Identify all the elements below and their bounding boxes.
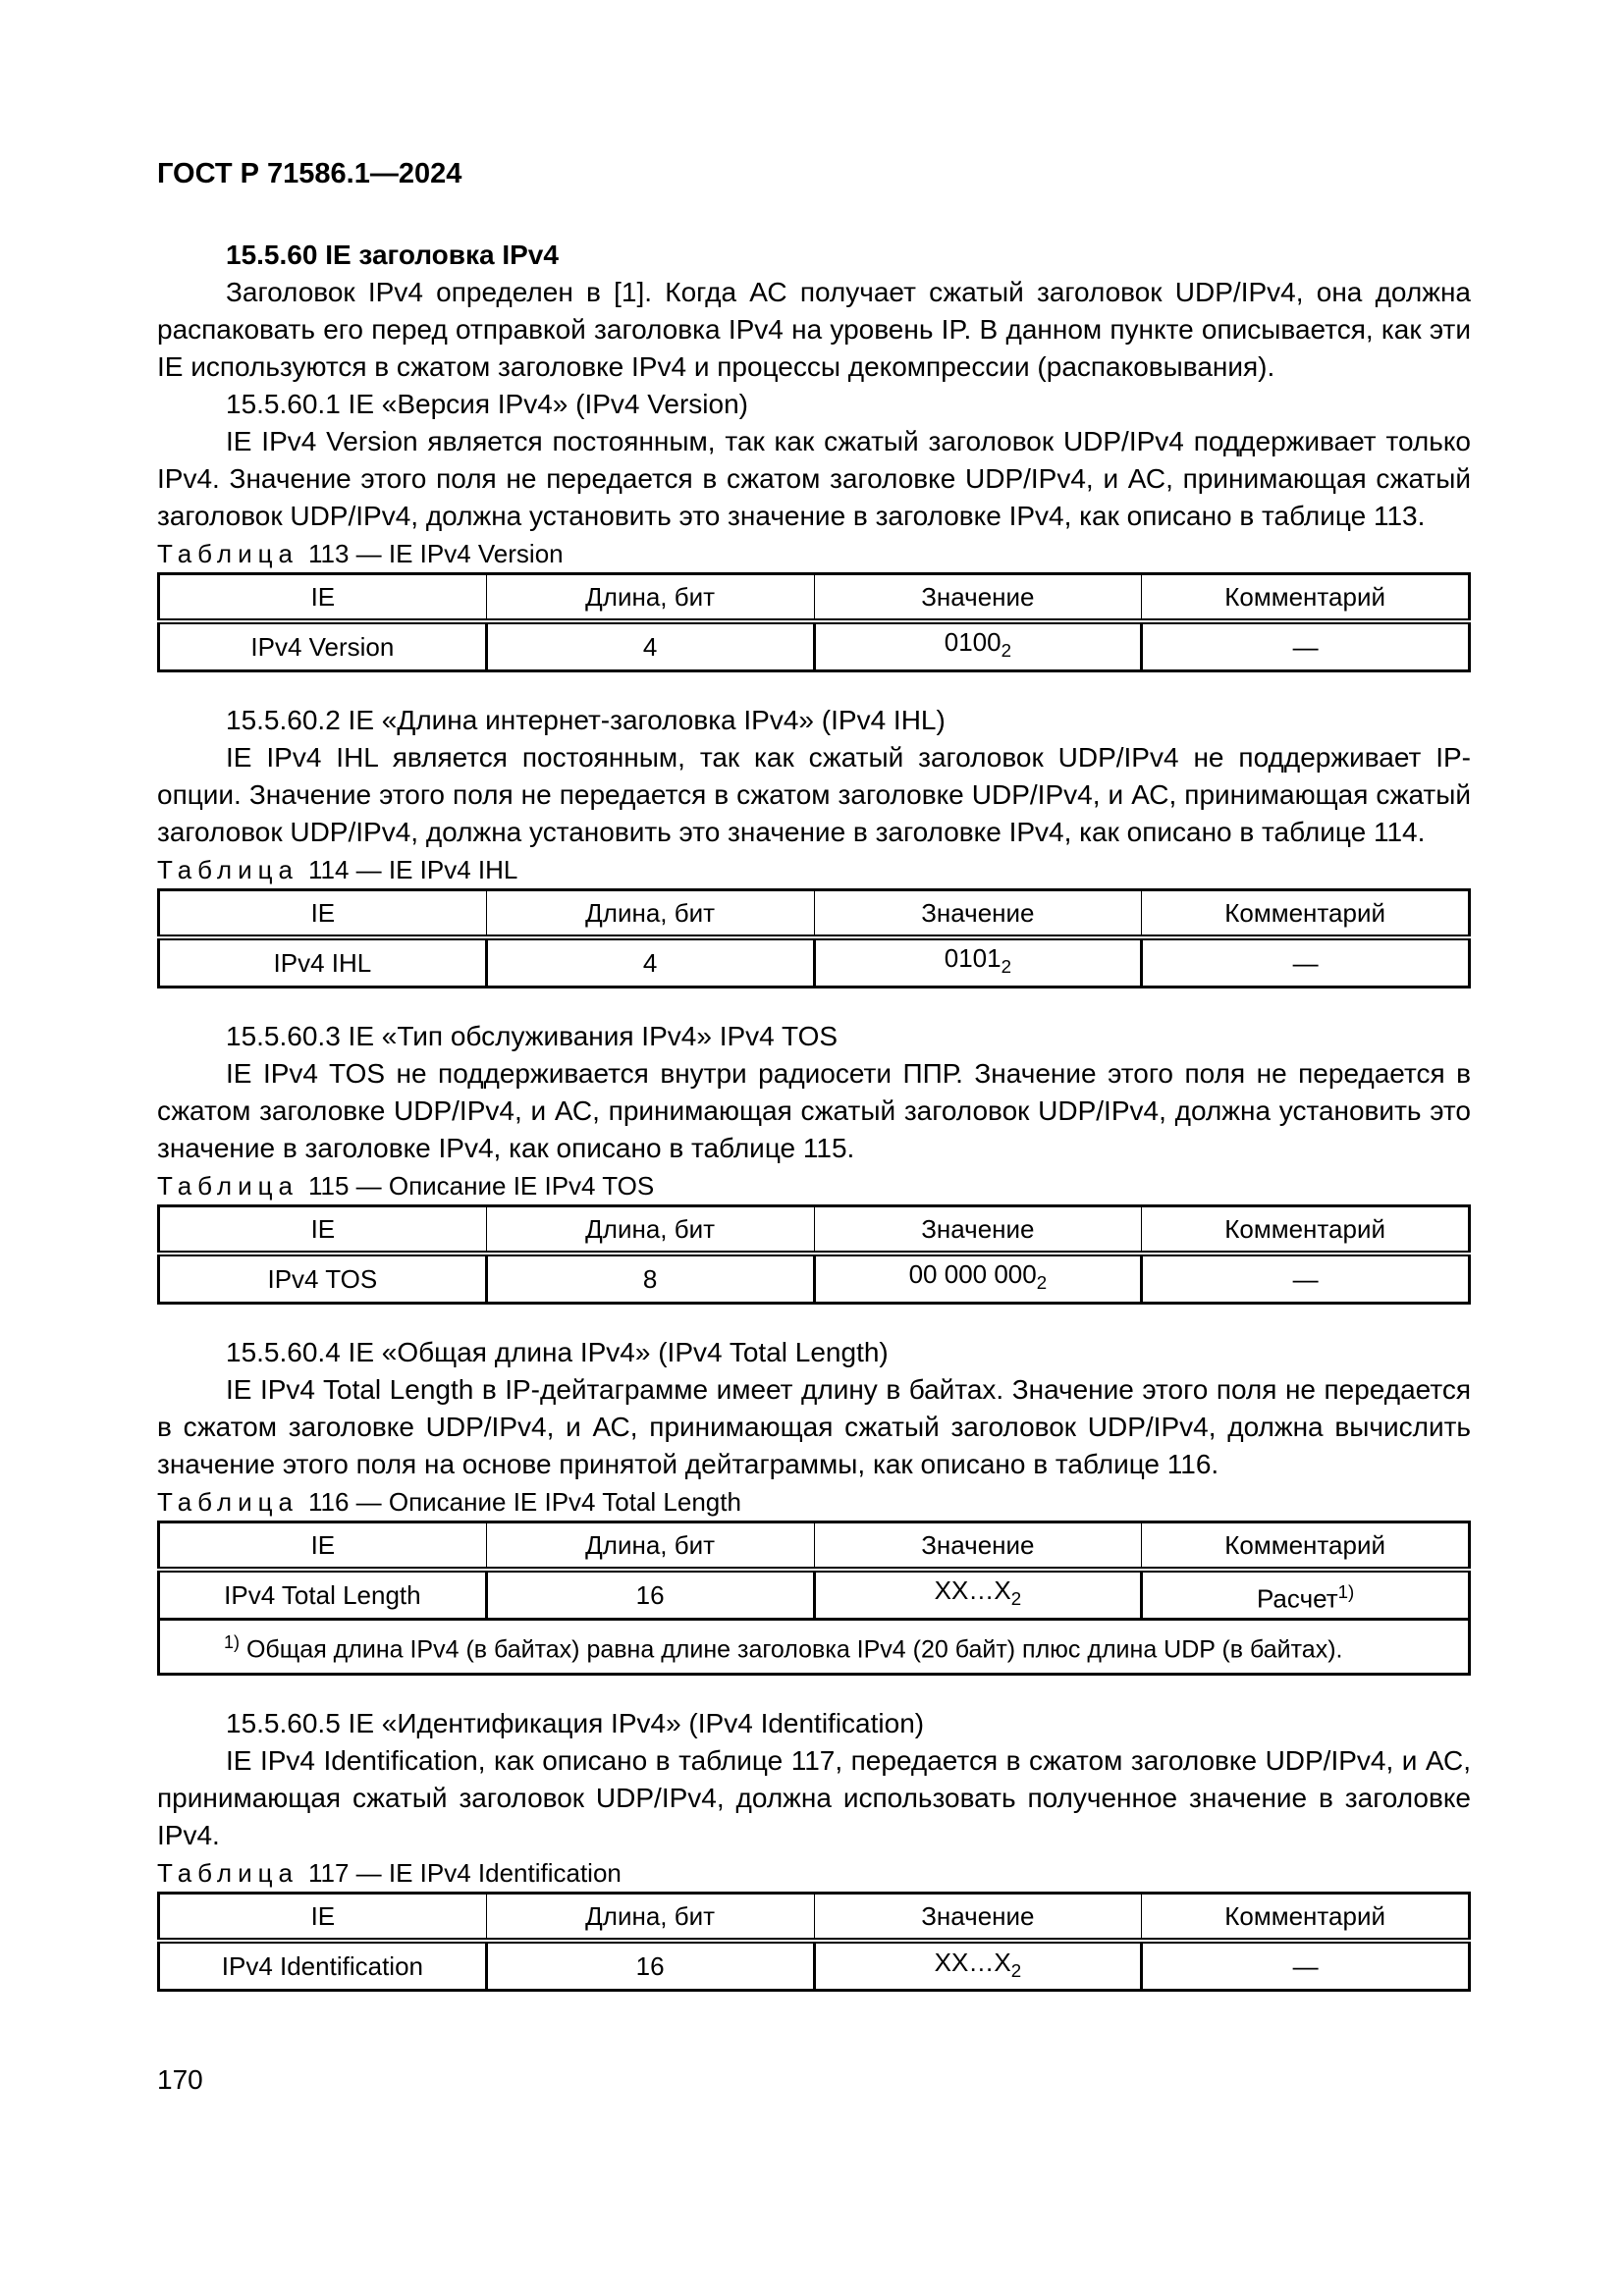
column-header-ie: IE [159,1894,487,1942]
table-115 [157,1204,1471,1305]
table-caption-word: Таблица [157,1487,298,1517]
section-heading-15-5-60-1: 15.5.60.1 IE «Версия IPv4» (IPv4 Version) [226,389,748,419]
paragraph: Заголовок IPv4 определен в [1]. Когда АС получает сжатый заголовок UDP/IPv4, она должна распаковать его перед отправкой заголовка IPv4 на уровень IP. В данном пункте описывается, как эти IE используются в сжатом заголовке IPv4 и процессы декомпрессии (распаковывания). [157,277,1471,382]
column-header-value: Значение [814,890,1142,938]
value-main: 0101 [944,943,1001,974]
table-caption-115 [157,1169,1471,1202]
cell-comment: — [1142,1941,1470,1991]
value-subscript: 2 [1010,1959,1022,1981]
table-caption-word: Таблица [157,1171,298,1201]
cell-ie: IPv4 IHL [159,937,487,988]
table-caption-text: 114 — IE IPv4 IHL [307,855,518,884]
table-caption-114 [157,853,1471,886]
column-header-comment: Комментарий [1142,890,1470,938]
paragraph: IE IPv4 IHL является постоянным, так как сжатый заголовок UDP/IPv4 не поддерживает IP-опции. Значение этого поля не передается в сжатом заголовке UDP/IPv4, и АС, принимающая сжатый заголовок UDP/IPv4, должна установить это значение в заголовке IPv4, как описано в таблице 114. [157,742,1471,847]
table-header-row [159,1522,1470,1571]
comment-main: Расчет [1256,1583,1338,1614]
section-heading-15-5-60-4: 15.5.60.4 IE «Общая длина IPv4» (IPv4 Total Length) [226,1337,889,1367]
table-caption-117 [157,1856,1471,1890]
table-caption-113 [157,537,1471,570]
cell-value [814,937,1142,988]
footnote-marker: 1) [224,1632,241,1652]
column-header-value: Значение [814,574,1142,622]
value-main: XX…X [934,1575,1011,1606]
section-heading-15-5-60-2: 15.5.60.2 IE «Длина интернет-заголовка IPv4» (IPv4 IHL) [226,705,946,735]
cell-value [814,621,1142,671]
footnote-text: Общая длина IPv4 (в байтах) равна длине заголовка IPv4 (20 байт) плюс длина UDP (в байтах). [240,1635,1343,1664]
table-row [159,937,1470,988]
cell-ie: IPv4 Version [159,621,487,671]
section-heading-15-5-60-5: 15.5.60.5 IE «Идентификация IPv4» (IPv4 Identification) [226,1708,925,1739]
column-header-value: Значение [814,1522,1142,1571]
column-header-ie: IE [159,1206,487,1255]
doc-code: ГОСТ Р 71586.1—2024 [157,158,462,189]
table-caption-text: 113 — IE IPv4 Version [307,539,564,568]
value-subscript: 2 [1001,956,1011,978]
column-header-value: Значение [814,1894,1142,1942]
page-number: 170 [157,2064,203,2095]
table-caption-text: 116 — Описание IE IPv4 Total Length [307,1487,741,1517]
table-row [159,621,1470,671]
table-caption-word: Таблица [157,855,298,884]
value-subscript: 2 [1036,1272,1048,1294]
table-row [159,1570,1470,1620]
cell-value [814,1941,1142,1991]
table-row [159,1254,1470,1304]
cell-length: 4 [486,621,814,671]
value-main: 0100 [944,627,1001,658]
column-header-length: Длина, бит [486,1894,814,1942]
column-header-length: Длина, бит [486,1206,814,1255]
table-caption-word: Таблица [157,1858,298,1889]
paragraph: IE IPv4 Total Length в IP-дейтаграмме имеет длину в байтах. Значение этого поля не передается в сжатом заголовке UDP/IPv4, и АС, принимающая сжатый заголовок UDP/IPv4, должна вычислить значение этого поля на основе принятой дейтаграммы, как описано в таблице 116. [157,1374,1471,1479]
value-subscript: 2 [1001,640,1011,662]
paragraph: IE IPv4 TOS не поддерживается внутри радиосети ППР. Значение этого поля не передается в сжатом заголовке UDP/IPv4, и АС, принимающая сжатый заголовок UDP/IPv4, должна установить это значение в заголовке IPv4, как описано в таблице 115. [157,1058,1471,1163]
cell-comment: — [1142,1254,1470,1304]
table-caption-word: Таблица [157,539,298,568]
cell-comment: — [1142,621,1470,671]
column-header-comment: Комментарий [1142,574,1470,622]
column-header-value: Значение [814,1206,1142,1255]
table-footnote [159,1620,1470,1675]
table-caption-text: 115 — Описание IE IPv4 TOS [307,1171,655,1201]
table-116 [157,1521,1471,1676]
column-header-comment: Комментарий [1142,1522,1470,1571]
value-main: XX…X [934,1947,1011,1977]
table-caption-text: 117 — IE IPv4 Identification [307,1858,622,1889]
column-header-ie: IE [159,574,487,622]
cell-comment [1142,1570,1470,1620]
cell-ie: IPv4 Total Length [159,1570,487,1620]
section-heading-15-5-60: 15.5.60 IE заголовка IPv4 [226,240,559,270]
column-header-length: Длина, бит [486,574,814,622]
table-113 [157,572,1471,672]
value-subscript: 2 [1010,1588,1022,1610]
cell-ie: IPv4 TOS [159,1254,487,1304]
table-114 [157,888,1471,988]
cell-comment: — [1142,937,1470,988]
cell-length: 16 [486,1941,814,1991]
paragraph: IE IPv4 Version является постоянным, так как сжатый заголовок UDP/IPv4 поддерживает только IPv4. Значение этого поля не передается в сжатом заголовке UDP/IPv4, и АС, принимающая сжатый заголовок UDP/IPv4, должна установить это значение в заголовке IPv4, как описано в таблице 113. [157,426,1471,531]
cell-length: 16 [486,1570,814,1620]
cell-length: 8 [486,1254,814,1304]
table-row [159,1941,1470,1991]
table-117 [157,1892,1471,1992]
comment-superscript: 1) [1337,1580,1355,1602]
table-header-row [159,1894,1470,1942]
table-header-row [159,574,1470,622]
paragraph: IE IPv4 Identification, как описано в таблице 117, передается в сжатом заголовке UDP/IPv4, и АС, принимающая сжатый заголовок UDP/IPv4, должна использовать полученное значение в заголовке IPv4. [157,1745,1471,1851]
section-heading-15-5-60-3: 15.5.60.3 IE «Тип обслуживания IPv4» IPv4 TOS [226,1021,839,1051]
value-main: 00 000 000 [908,1259,1037,1290]
column-header-length: Длина, бит [486,890,814,938]
cell-ie: IPv4 Identification [159,1941,487,1991]
cell-value [814,1254,1142,1304]
table-footnote-row [159,1620,1470,1675]
column-header-comment: Комментарий [1142,1894,1470,1942]
column-header-length: Длина, бит [486,1522,814,1571]
column-header-ie: IE [159,890,487,938]
cell-value [814,1570,1142,1620]
table-header-row [159,890,1470,938]
column-header-ie: IE [159,1522,487,1571]
cell-length: 4 [486,937,814,988]
table-caption-116 [157,1485,1471,1519]
column-header-comment: Комментарий [1142,1206,1470,1255]
table-header-row [159,1206,1470,1255]
